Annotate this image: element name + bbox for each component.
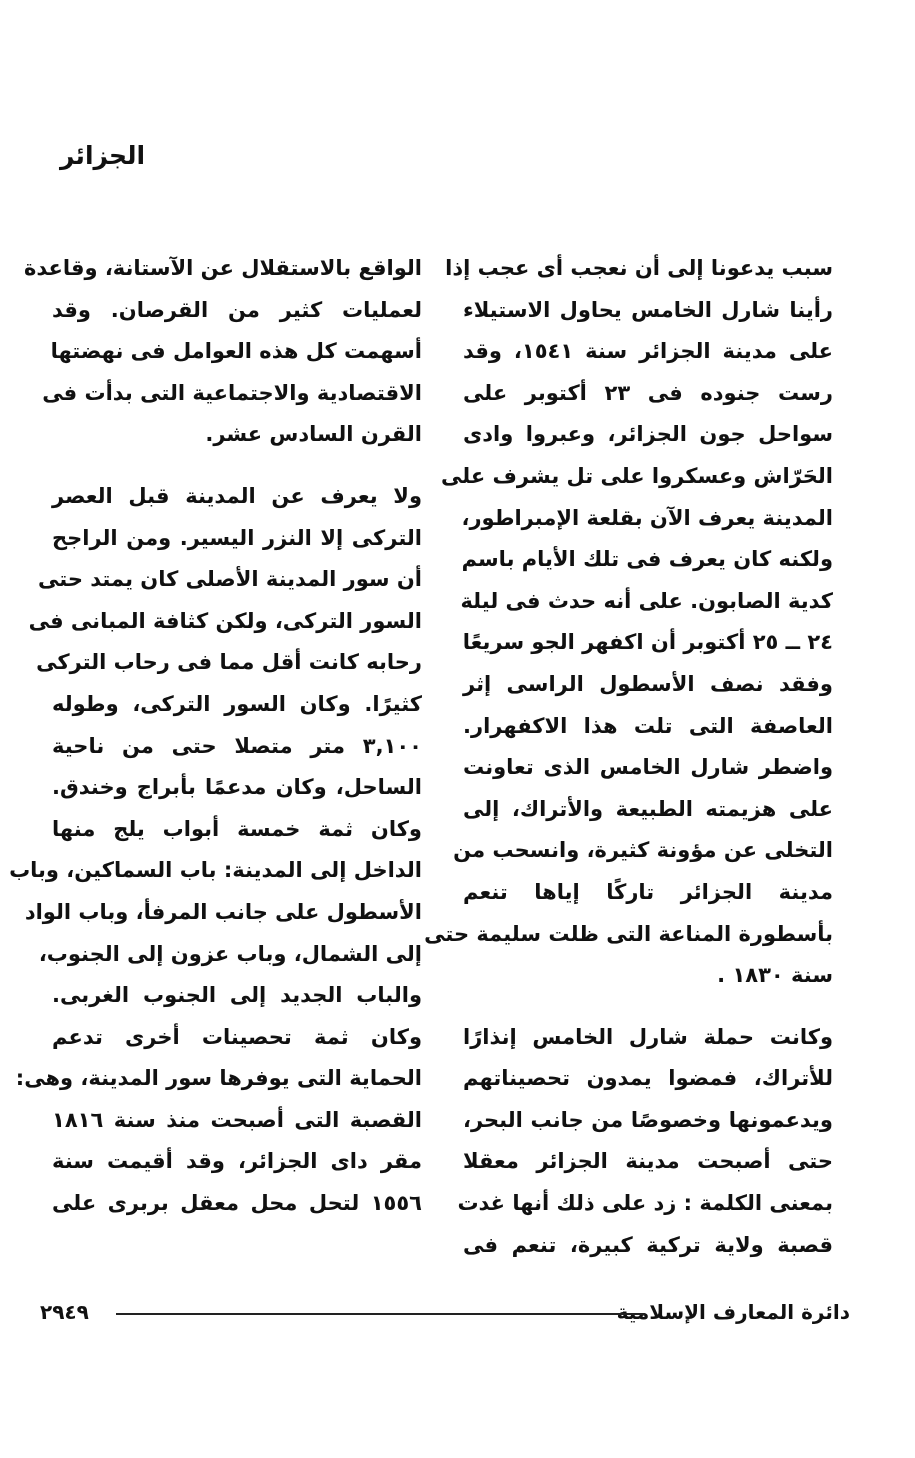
page-footer xyxy=(40,1296,850,1328)
text-line: وكان ثمة تحصينات أخرى تدعم xyxy=(52,1024,422,1049)
paragraph xyxy=(23,248,422,456)
text-line: ٢٤ ــ ٢٥ أكتوبر أن اكفهر الجو سريعًا xyxy=(462,630,833,655)
text-line: سبب يدعونا إلى أن نعجب أى عجب إذا xyxy=(445,256,833,280)
text-line: الاقتصادية والاجتماعية التى بدأت فى xyxy=(42,380,422,405)
page-title: الجزائر xyxy=(60,141,146,170)
paragraph xyxy=(457,1017,833,1267)
text-line: سواحل جون الجزائر، وعبروا وادى xyxy=(463,422,833,447)
text-line: بأسطورة المناعة التى ظلت سليمة حتى xyxy=(424,921,833,946)
footer-divider xyxy=(116,1313,645,1315)
text-line: الأسطول على جانب المرفأ، وباب الواد xyxy=(24,899,422,924)
text-line: التخلى عن مؤونة كثيرة، وانسحب من xyxy=(453,838,833,863)
text-line: قصبة ولاية تركية كبيرة، تنعم فى xyxy=(463,1232,833,1257)
text-line: المدينة يعرف الآن بقلعة الإمبراطور، xyxy=(461,505,833,530)
paragraph xyxy=(9,476,422,1225)
text-line: على هزيمته الطبيعة والأتراك، إلى xyxy=(463,796,833,821)
text-line: الساحل، وكان مدعمًا بأبراج وخندق. xyxy=(52,775,422,800)
right-column xyxy=(424,248,833,1266)
text-line: كدية الصابون. على أنه حدث فى ليلة xyxy=(460,588,833,613)
text-line: إلى الشمال، وباب عزون إلى الجنوب، xyxy=(38,941,422,966)
text-line: وكانت حملة شارل الخامس إنذارًا xyxy=(463,1024,833,1049)
text-line: مقر داى الجزائر، وقد أقيمت سنة xyxy=(52,1149,422,1174)
text-line: القصبة التى أصبحت منذ سنة ١٨١٦ xyxy=(52,1107,422,1132)
text-line: ولكنه كان يعرف فى تلك الأيام باسم xyxy=(461,547,833,572)
text-line: الحماية التى يوفرها سور المدينة، وهى: xyxy=(15,1066,422,1091)
paragraph xyxy=(424,248,833,997)
text-line: أن سور المدينة الأصلى كان يمتد حتى xyxy=(38,567,422,592)
text-line: وفقد نصف الأسطول الراسى إثر xyxy=(463,671,833,696)
text-line: كثيرًا. وكان السور التركى، وطوله xyxy=(52,691,422,716)
footer-journal-title: دائرة المعارف الإسلامية xyxy=(616,1300,850,1324)
text-line: التركى إلا النزر اليسير. ومن الراجح xyxy=(52,525,422,550)
text-line: مدينة الجزائر تاركًا إياها تنعم xyxy=(463,879,833,904)
text-line: الداخل إلى المدينة: باب السماكين، وباب xyxy=(9,858,422,883)
text-line: العاصفة التى تلت هذا الاكفهرار. xyxy=(463,713,833,738)
text-line: الحَرّاش وعسكروا على تل يشرف على xyxy=(441,463,833,488)
text-line: والباب الجديد إلى الجنوب الغربى. xyxy=(52,983,422,1008)
text-line: وكان ثمة خمسة أبواب يلج منها xyxy=(52,816,422,841)
text-line: ويدعمونها وخصوصًا من جانب البحر، xyxy=(463,1107,833,1132)
text-line: رست جنوده فى ٢٣ أكتوبر على xyxy=(463,380,833,405)
text-line: للأتراك، فمضوا يمدون تحصيناتهم xyxy=(463,1066,833,1091)
paragraph-gap xyxy=(52,456,422,476)
text-line: بمعنى الكلمة : زد على ذلك أنها غدت xyxy=(457,1191,833,1216)
text-line: سنة ١٨٣٠ . xyxy=(717,963,833,988)
text-line: القرن السادس عشر. xyxy=(205,422,422,447)
text-line: رأينا شارل الخامس يحاول الاستيلاء xyxy=(463,297,833,322)
text-line: ولا يعرف عن المدينة قبل العصر xyxy=(52,483,422,508)
text-line: واضطر شارل الخامس الذى تعاونت xyxy=(463,755,833,780)
text-line: على مدينة الجزائر سنة ١٥٤١، وقد xyxy=(463,339,833,364)
text-line: ١٥٥٦ لتحل محل معقل بربرى على xyxy=(52,1191,422,1216)
text-line: الواقع بالاستقلال عن الآستانة، وقاعدة xyxy=(23,256,422,280)
left-column xyxy=(9,248,422,1225)
text-line: أسهمت كل هذه العوامل فى نهضتها xyxy=(50,339,422,364)
text-line: حتى أصبحت مدينة الجزائر معقلا xyxy=(463,1149,833,1174)
page-number: ٢٩٤٩ xyxy=(40,1300,89,1324)
paragraph-gap xyxy=(463,997,833,1017)
text-line: رحابه كانت أقل مما فى رحاب التركى xyxy=(36,650,422,675)
text-line: ٣,١٠٠ متر متصلا حتى من ناحية xyxy=(52,733,422,758)
text-line: لعمليات كثير من القرصان. وقد xyxy=(52,297,422,322)
text-line: السور التركى، ولكن كثافة المبانى فى xyxy=(28,608,422,633)
